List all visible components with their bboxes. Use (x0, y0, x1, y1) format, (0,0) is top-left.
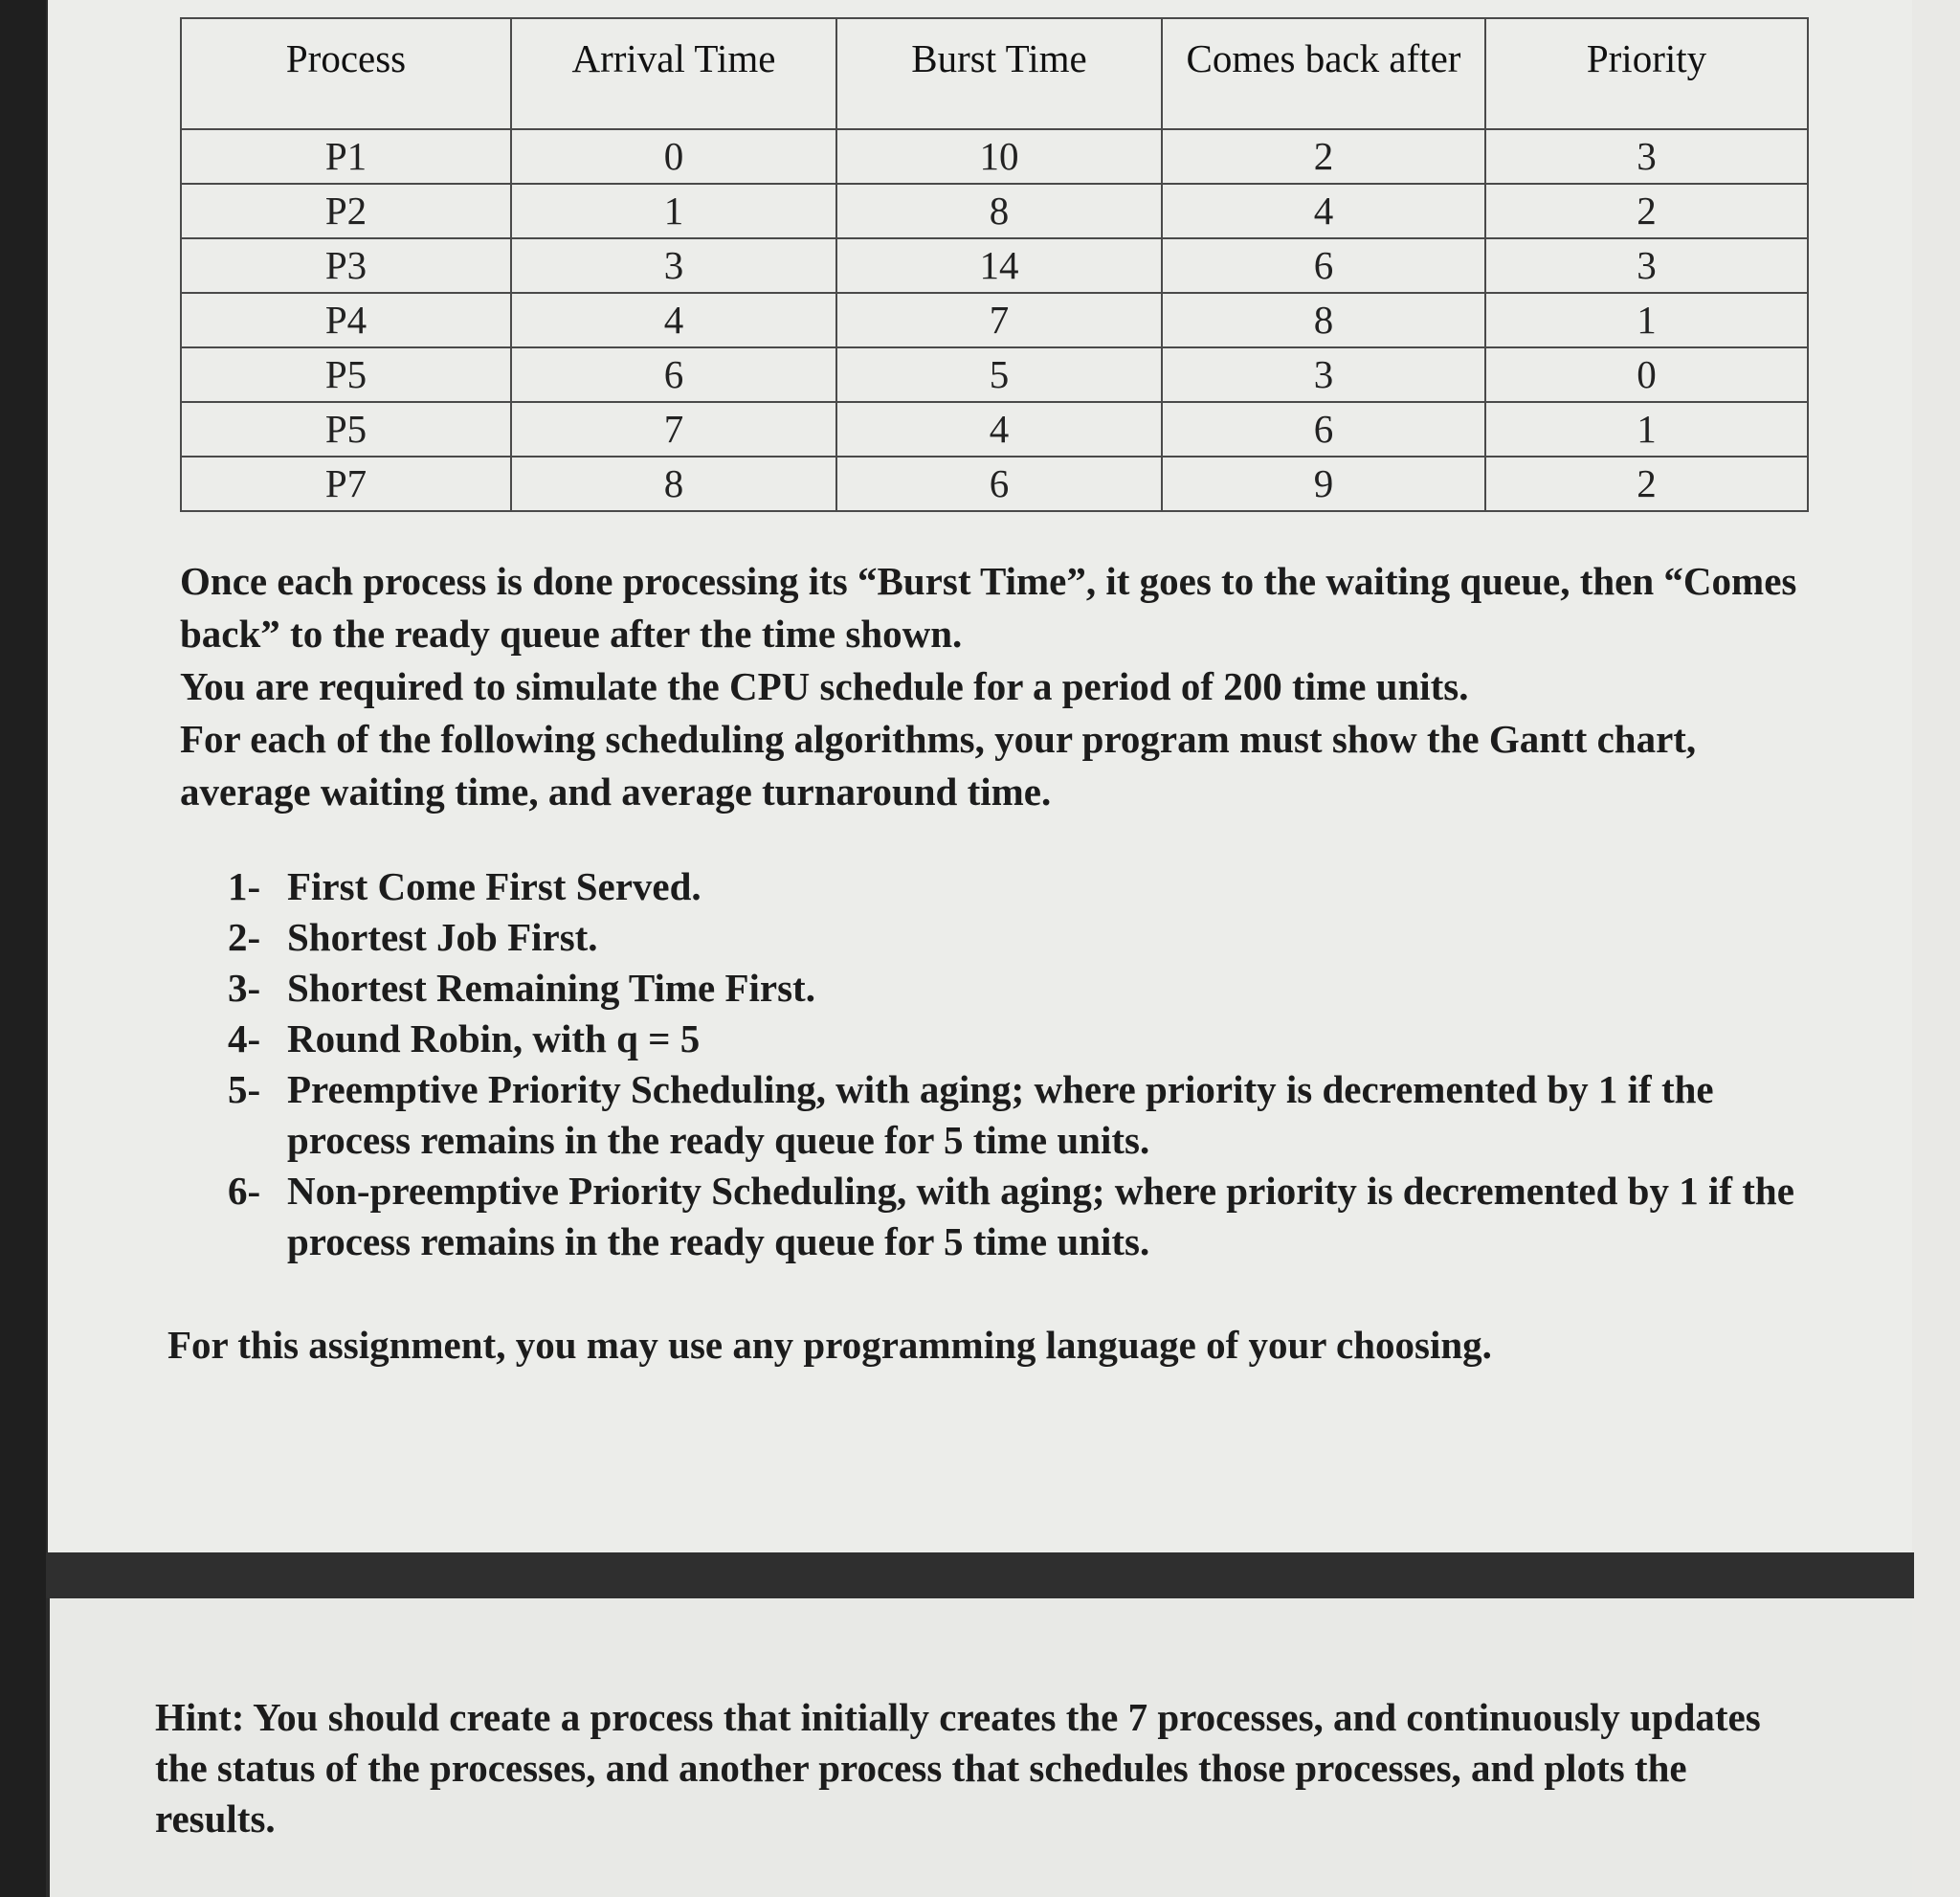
description-block (180, 555, 1826, 818)
background-edge-right (1912, 0, 1960, 1897)
cell-arrival: 8 (511, 457, 836, 511)
table-row (181, 293, 1808, 347)
cell-comes-back: 8 (1162, 293, 1485, 347)
cell-process: P7 (181, 457, 511, 511)
list-item (228, 861, 1816, 912)
cell-priority: 1 (1485, 402, 1808, 457)
list-text: Round Robin, with q = 5 (287, 1016, 701, 1060)
cell-comes-back: 3 (1162, 347, 1485, 402)
cell-priority: 1 (1485, 293, 1808, 347)
hint-text: Hint: You should create a process that initially creates the 7 processes, and continuously updates the status of the processes, and another process that schedules those processes, and plots the results. (155, 1695, 1761, 1841)
list-number: 4- (228, 1016, 261, 1060)
panel-divider (46, 1552, 1914, 1598)
background-edge-left (0, 0, 46, 1897)
cell-process: P1 (181, 129, 511, 184)
cell-comes-back: 9 (1162, 457, 1485, 511)
algorithm-list (228, 861, 1816, 1267)
list-number: 5- (228, 1067, 261, 1111)
list-number: 2- (228, 915, 261, 959)
list-item (228, 1166, 1816, 1267)
cell-priority: 3 (1485, 129, 1808, 184)
cell-priority: 2 (1485, 457, 1808, 511)
cell-arrival: 3 (511, 238, 836, 293)
description-burst-time: Once each process is done processing its “Burst Time”, it goes to the waiting queue, then “Comes back” to the ready queue after the time shown. (180, 559, 1797, 656)
cell-arrival: 4 (511, 293, 836, 347)
cell-comes-back: 6 (1162, 238, 1485, 293)
table-header-row (181, 18, 1808, 129)
cell-process: P2 (181, 184, 511, 238)
list-item (228, 912, 1816, 963)
cell-burst: 10 (836, 129, 1162, 184)
list-number: 1- (228, 864, 261, 908)
header-arrival-time: Arrival Time (511, 18, 836, 129)
table-row (181, 457, 1808, 511)
description-simulation-period: You are required to simulate the CPU schedule for a period of 200 time units. (180, 664, 1469, 708)
header-priority: Priority (1485, 18, 1808, 129)
cell-arrival: 0 (511, 129, 836, 184)
list-text: First Come First Served. (287, 864, 702, 908)
list-text: Non-preemptive Priority Scheduling, with aging; where priority is decremented by 1 if the process remains in the ready queue for 5 time units. (287, 1169, 1794, 1263)
cell-priority: 2 (1485, 184, 1808, 238)
cell-arrival: 6 (511, 347, 836, 402)
list-item (228, 963, 1816, 1014)
cell-burst: 8 (836, 184, 1162, 238)
table-row (181, 347, 1808, 402)
cell-priority: 0 (1485, 347, 1808, 402)
list-text: Shortest Job First. (287, 915, 598, 959)
cell-process: P4 (181, 293, 511, 347)
cell-process: P5 (181, 402, 511, 457)
cell-burst: 4 (836, 402, 1162, 457)
table-row (181, 129, 1808, 184)
table-row (181, 184, 1808, 238)
cell-burst: 14 (836, 238, 1162, 293)
header-comes-back-after: Comes back after (1162, 18, 1485, 129)
cell-priority: 3 (1485, 238, 1808, 293)
cell-arrival: 1 (511, 184, 836, 238)
cell-process: P3 (181, 238, 511, 293)
process-table (180, 17, 1809, 512)
cell-comes-back: 6 (1162, 402, 1485, 457)
cell-burst: 7 (836, 293, 1162, 347)
table-row (181, 402, 1808, 457)
description-requirements: For each of the following scheduling algorithms, your program must show the Gantt chart, average waiting time, and average turnaround time. (180, 717, 1697, 814)
cell-process: P5 (181, 347, 511, 402)
list-item (228, 1064, 1816, 1166)
cell-burst: 6 (836, 457, 1162, 511)
list-number: 6- (228, 1169, 261, 1213)
header-process: Process (181, 18, 511, 129)
table-row (181, 238, 1808, 293)
cell-arrival: 7 (511, 402, 836, 457)
cell-comes-back: 2 (1162, 129, 1485, 184)
list-item (228, 1014, 1816, 1064)
cell-burst: 5 (836, 347, 1162, 402)
list-text: Shortest Remaining Time First. (287, 966, 815, 1010)
cell-comes-back: 4 (1162, 184, 1485, 238)
language-note: For this assignment, you may use any programming language of your choosing. (167, 1323, 1492, 1367)
header-burst-time: Burst Time (836, 18, 1162, 129)
list-text: Preemptive Priority Scheduling, with aging; where priority is decremented by 1 if the process remains in the ready queue for 5 time units. (287, 1067, 1714, 1162)
list-number: 3- (228, 966, 261, 1010)
